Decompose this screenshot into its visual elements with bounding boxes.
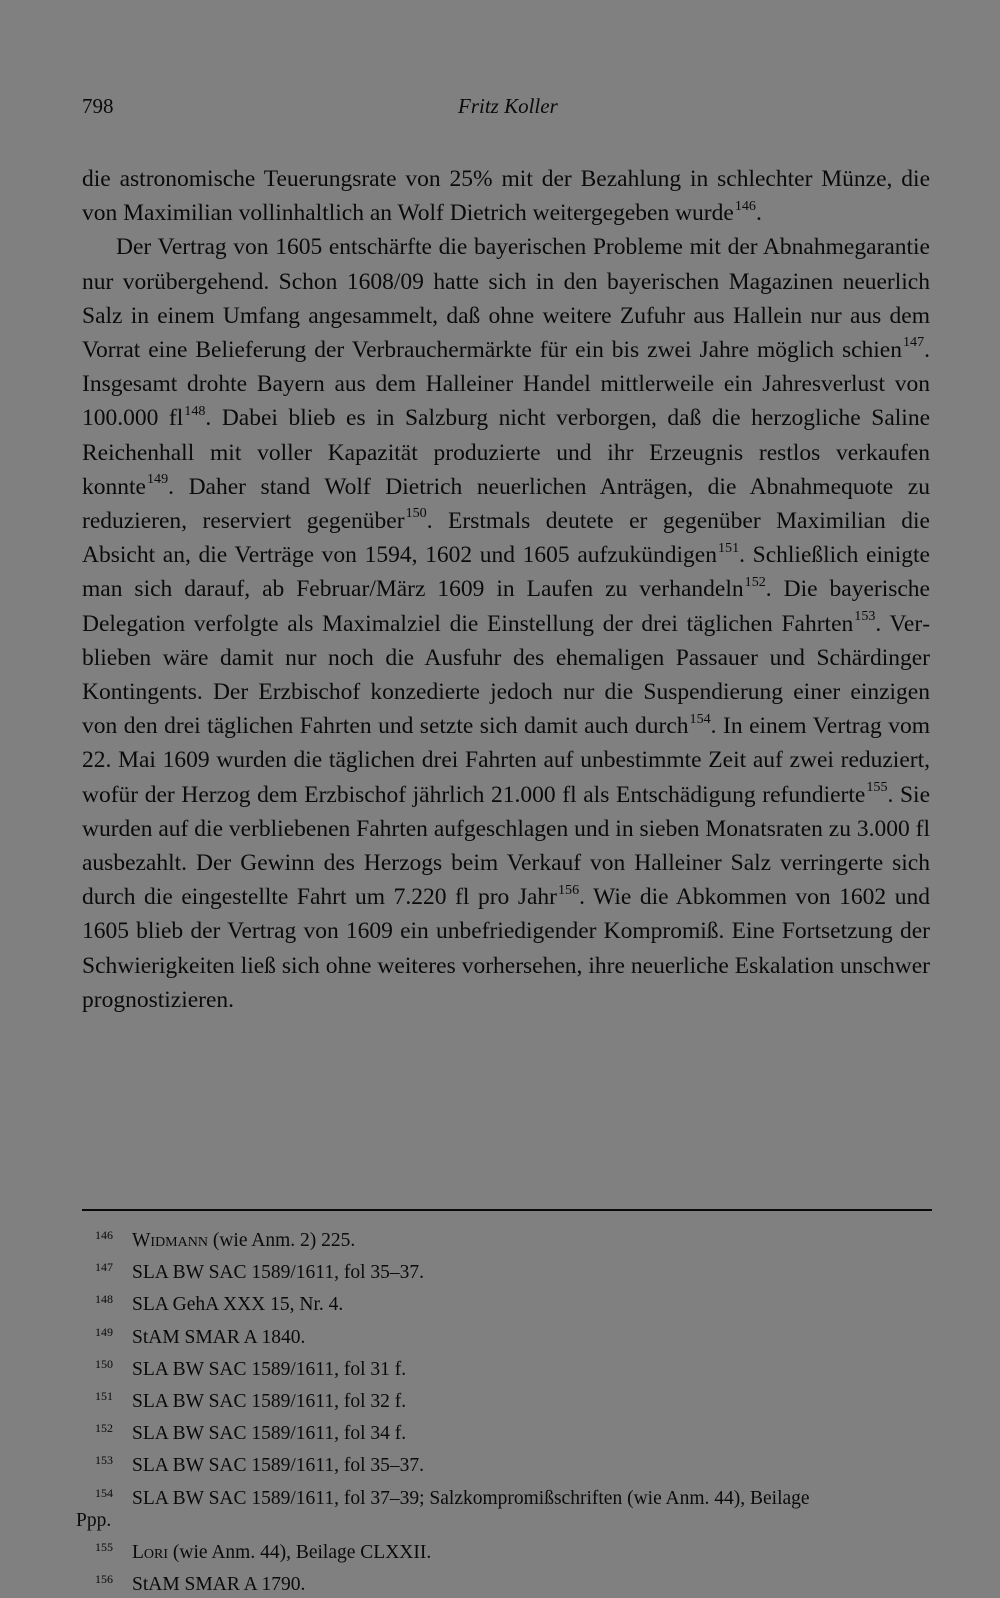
footnote (76, 1286, 936, 1318)
footnote (76, 1566, 936, 1598)
footnote (76, 1415, 936, 1447)
footnote-reference: 148 (184, 402, 206, 419)
footnote-reference: 156 (558, 881, 580, 898)
footnote-reference: 151 (717, 539, 740, 556)
footnote-number: 153 (95, 1453, 113, 1468)
footnote-reference: 153 (854, 608, 876, 625)
footnote-text: StAM SMAR A 1840. (132, 1326, 306, 1348)
text-segment: Der Vertrag von 1605 entschärfte die bayerischen Probleme mit der Abnahmegarantie nur vorübergehend. Schon 1608/09 hatte sich in den bayerischen Magazinen neuerlich Salz in einem Umfang angesammelt, daß ohne weitere Zufuhr aus Hallein nur aus dem Vorrat eine Belieferung der Verbrauchermärkte für ein bis zwei Jahre möglich schien (82, 234, 930, 364)
paragraph (82, 162, 930, 230)
footnote (76, 1383, 936, 1415)
footnote-number: 154 (95, 1485, 113, 1500)
footnote (76, 1319, 936, 1351)
paragraph (82, 230, 930, 1017)
footnote-reference: 155 (866, 779, 888, 796)
footnote-reference: 154 (689, 710, 711, 727)
text-segment: . Daher stand Wolf Dietrich neuerlichen Anträgen, die Abnahmequote zu reduzieren, reserviert gegenüber (82, 473, 930, 535)
footnote-reference: 150 (405, 505, 427, 522)
footnote-author: Widmann (132, 1230, 208, 1251)
footnote-reference: 149 (146, 471, 169, 488)
footnote-text: SLA BW SAC 1589/1611, fol 32 f. (132, 1391, 407, 1413)
footnote-author: Lori (132, 1542, 169, 1564)
footnote-number: 148 (95, 1292, 113, 1307)
text-segment: . Erstmals deutete er gegenüber Maximilian die Absicht an, die Verträge von 1594, 1602 und 1605 aufzukündigen (82, 508, 930, 569)
footnotes (76, 1222, 936, 1598)
footnote (76, 1351, 936, 1383)
text-segment: . Verblieben wäre damit nur noch die Ausfuhr des ehemaligen Passauer und Schärdinger Kontingents. Der Erzbischof konzedierte jedoch nur die Suspendierung einer einzigen von den drei täglichen Fahrten und setzte sich damit auch durch (82, 610, 931, 740)
footnote-text: (wie Anm. 44), Beilage CLXXII. (168, 1542, 432, 1564)
footnote (76, 1222, 936, 1254)
text-segment: . Wie die Abkommen von 1602 und 1605 blieb der Vertrag von 1609 ein unbefriedigender Kompromiß. Eine Fortsetzung der Schwierigkeiten ließ sich ohne weiteres vorhersehen, ihre neuerliche Eskalation unschwer prognostizieren. (82, 884, 930, 1013)
page-header (82, 94, 562, 126)
footnote-divider (82, 1209, 932, 1211)
text-segment: die astronomische Teuerungsrate von 25% mit der Bezahlung in schlechter Münze, die von Maximilian vollinhaltlich an Wolf Dietrich weitergegeben wurde (82, 166, 930, 227)
footnote-text: SLA BW SAC 1589/1611, fol 37–39; Salzkompromißschriften (wie Anm. 44), Beilage (132, 1487, 810, 1509)
text-segment: . Insgesamt drohte Bayern aus dem Halleiner Handel mittlerweile ein Jahresverlust von 100.000 fl (82, 337, 930, 432)
footnote-text: SLA BW SAC 1589/1611, fol 31 f. (132, 1358, 407, 1380)
footnote-number: 149 (95, 1324, 113, 1339)
footnote (76, 1447, 936, 1479)
text-segment: . Die bayerische Delegation verfolgte als Maximalziel die Einstellung der drei täglichen Fahrten (82, 576, 930, 637)
footnote (76, 1534, 936, 1566)
footnote-text: SLA BW SAC 1589/1611, fol 35–37. (132, 1455, 424, 1477)
main-text (82, 162, 930, 1017)
footnote-text: SLA BW SAC 1589/1611, fol 35–37. (132, 1262, 424, 1284)
text-segment: . Dabei blieb es in Salzburg nicht verborgen, daß die herzogliche Saline Reichenhall mit voller Kapazität produzierte und ihr Erzeugnis restlos verkaufen konnte (82, 405, 931, 500)
footnote-reference: 146 (734, 197, 756, 214)
footnote-text: StAM SMAR A 1790. (132, 1574, 306, 1596)
text-segment: . In einem Vertrag vom 22. Mai 1609 wurden die täglichen drei Fahrten auf unbestimmte Zeit auf zwei reduziert, wofür der Herzog dem Erzbischof jährlich 21.000 fl als Entschädigung refundierte (82, 713, 930, 808)
text-segment: . Sie wurden auf die verbliebenen Fahrten aufgeschlagen und in sieben Monatsraten zu 3.000 fl ausbezahlt. Der Gewinn des Herzogs beim Verkauf von Halleiner Salz verringerte sich durch die eingestellte Fahrt um 7.220 fl pro Jahr (82, 781, 931, 911)
footnote-number: 147 (95, 1260, 113, 1275)
footnote-number: 156 (95, 1572, 113, 1587)
footnote-number: 155 (95, 1540, 113, 1555)
footnote-number: 152 (95, 1421, 113, 1436)
footnote-number: 151 (95, 1389, 113, 1404)
footnote-continuation: Ppp. (76, 1509, 112, 1531)
footnote-reference: 152 (744, 573, 766, 590)
footnote-text: (wie Anm. 2) 225. (207, 1230, 356, 1251)
footnote (76, 1480, 936, 1512)
footnote (76, 1254, 936, 1286)
text-segment: . Schließlich einigte man sich darauf, ab Februar/März 1609 in Laufen zu verhandeln (82, 542, 930, 603)
footnote-number: 146 (95, 1228, 113, 1242)
running-head: Fritz Koller (458, 94, 558, 118)
footnote-number: 150 (95, 1356, 113, 1371)
footnote-reference: 147 (902, 334, 925, 351)
footnote-text: SLA BW SAC 1589/1611, fol 34 f. (132, 1423, 407, 1445)
text-segment: . (755, 200, 762, 227)
page-number: 798 (82, 94, 114, 118)
footnote-text: SLA GehA XXX 15, Nr. 4. (132, 1294, 344, 1316)
